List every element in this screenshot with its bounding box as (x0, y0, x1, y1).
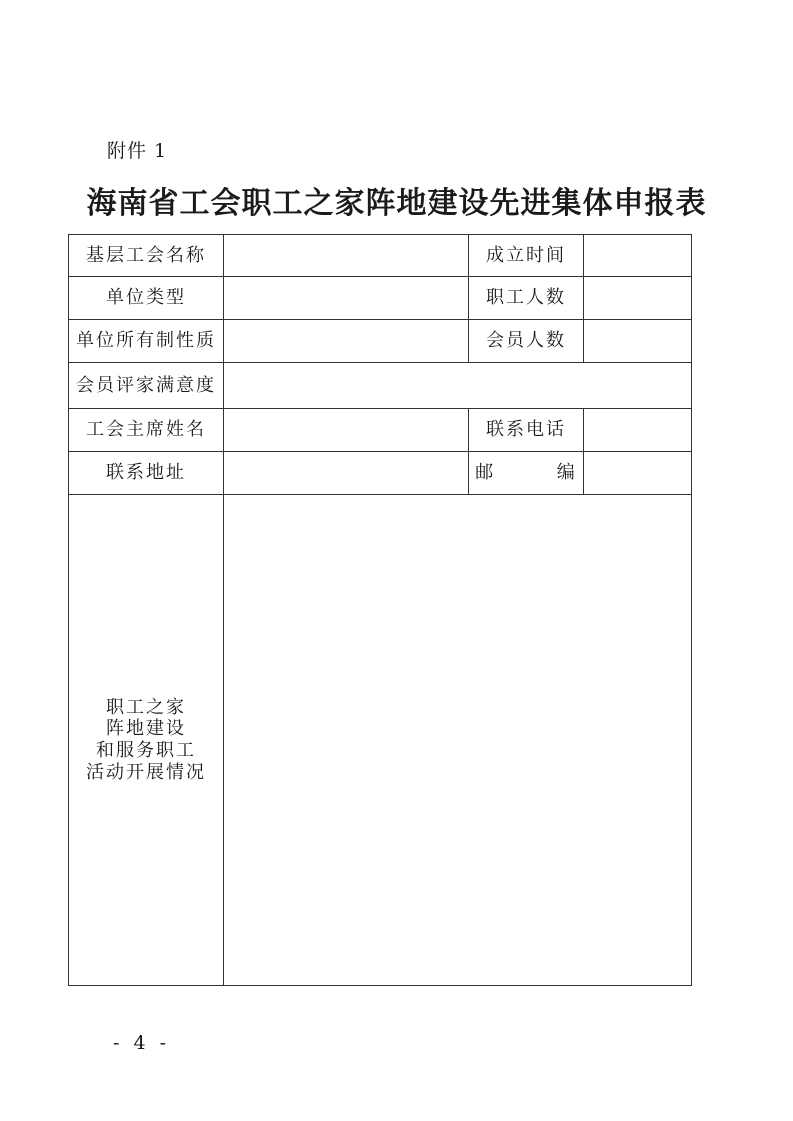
satisfaction-label: 会员评家满意度 (69, 363, 224, 409)
form-row (69, 320, 692, 363)
ownership-field[interactable] (224, 320, 469, 363)
employee-count-field[interactable] (584, 277, 692, 320)
union-name-field[interactable] (224, 235, 469, 277)
chairman-name-label: 工会主席姓名 (69, 409, 224, 452)
activities-label-line: 活动开展情况 (86, 761, 206, 783)
postcode-label-char: 邮 (475, 462, 496, 484)
form-row (69, 235, 692, 277)
unit-type-field[interactable] (224, 277, 469, 320)
ownership-label: 单位所有制性质 (69, 320, 224, 363)
established-date-label: 成立时间 (469, 235, 584, 277)
application-form-table (68, 234, 692, 986)
activities-label (69, 495, 224, 986)
activities-field[interactable] (224, 495, 692, 986)
postcode-label-char: 编 (556, 462, 577, 484)
form-row (69, 495, 692, 986)
attachment-label: 附件 1 (107, 140, 168, 162)
member-count-label: 会员人数 (469, 320, 584, 363)
postcode-label (469, 452, 584, 495)
page-title: 海南省工会职工之家阵地建设先进集体申报表 (86, 186, 707, 221)
activities-label-line: 职工之家 (106, 696, 186, 718)
member-count-field[interactable] (584, 320, 692, 363)
form-row (69, 277, 692, 320)
form-row (69, 363, 692, 409)
page-number: - 4 - (113, 1032, 171, 1054)
phone-label: 联系电话 (469, 409, 584, 452)
chairman-name-field[interactable] (224, 409, 469, 452)
phone-field[interactable] (584, 409, 692, 452)
satisfaction-field[interactable] (224, 363, 692, 409)
form-row (69, 409, 692, 452)
union-name-label: 基层工会名称 (69, 235, 224, 277)
address-field[interactable] (224, 452, 469, 495)
postcode-field[interactable] (584, 452, 692, 495)
established-date-field[interactable] (584, 235, 692, 277)
unit-type-label: 单位类型 (69, 277, 224, 320)
address-label: 联系地址 (69, 452, 224, 495)
employee-count-label: 职工人数 (469, 277, 584, 320)
form-row (69, 452, 692, 495)
activities-label-line: 和服务职工 (96, 740, 196, 761)
activities-label-line: 阵地建设 (106, 718, 186, 740)
